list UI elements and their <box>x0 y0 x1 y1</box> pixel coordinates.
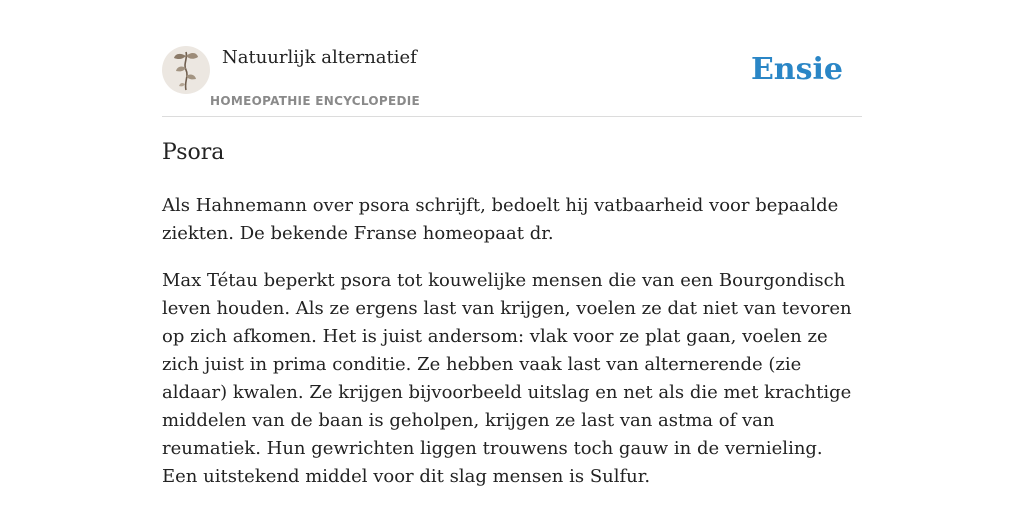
article-body <box>162 192 862 510</box>
brand-logo-link[interactable]: Ensie <box>750 52 843 87</box>
page-title: Psora <box>162 140 225 165</box>
herb-plant-icon[interactable] <box>162 46 210 94</box>
paragraph: Als Hahnemann over psora schrijft, bedoelt hij vatbaarheid voor bepaalde ziekten. De bekende Franse homeopaat dr. <box>162 195 839 244</box>
site-name[interactable]: Natuurlijk alternatief <box>222 47 417 68</box>
site-header <box>162 44 862 117</box>
paragraph: Max Tétau beperkt psora tot kouwelijke mensen die van een Bourgondisch leven houden. Als ze ergens last van krijgen, voelen ze dat niet van tevoren op zich afkomen. Het is juist andersom: vlak voor ze plat gaan, voelen ze zich juist in prima conditie. Ze hebben vaak last van alternerende (zie aldaar) kwalen. Ze krijgen bijvoorbeeld uitslag en net als die met krachtige middelen van de baan is geholpen, krijgen ze last van astma of van reumatiek. Hun gewrichten liggen trouwens toch gauw in de vernieling. Een uitstekend middel voor dit slag mensen is Sulfur. <box>162 270 852 487</box>
site-subtitle[interactable]: HOMEOPATHIE ENCYCLOPEDIE <box>210 94 421 108</box>
